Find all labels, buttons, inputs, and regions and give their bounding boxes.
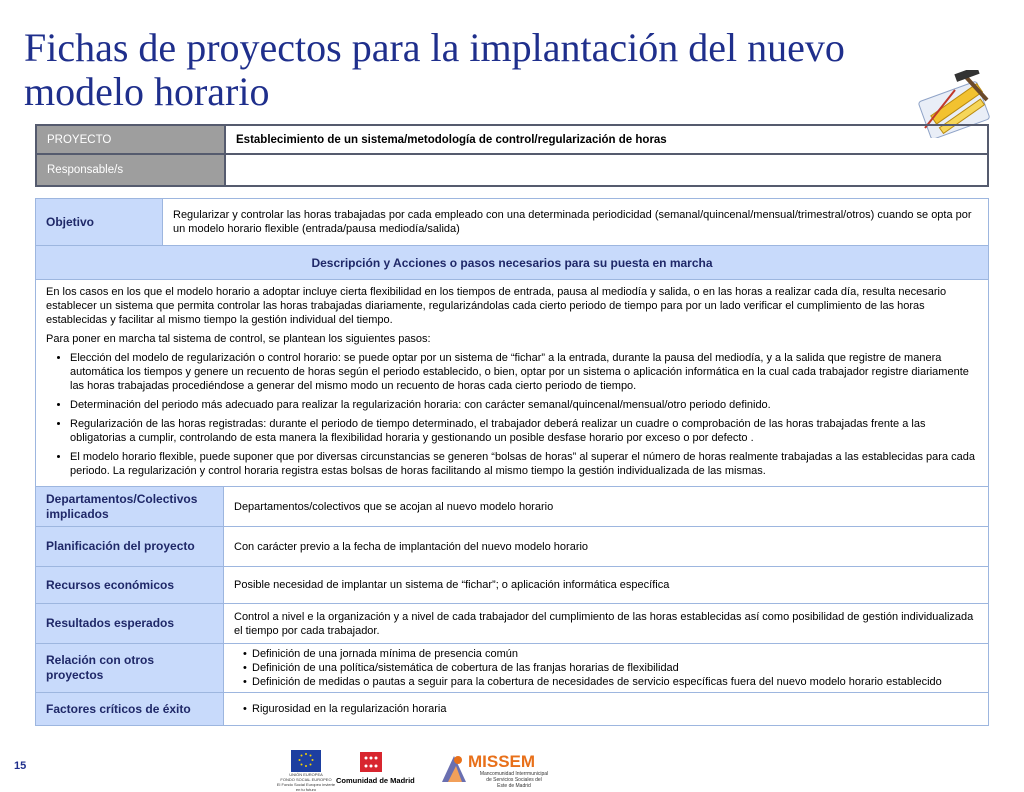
departamentos-value: Departamentos/colectivos que se acojan al nuevo modelo horario	[224, 487, 989, 527]
page-number: 15	[14, 760, 27, 772]
project-header-table	[35, 124, 989, 187]
list-item: • Definición de una política/sistemática de cobertura de las franjas horarias de flexibilidad	[243, 661, 978, 675]
planificacion-label: Planificación del proyecto	[36, 527, 224, 567]
objetivo-label: Objetivo	[36, 199, 163, 246]
step-item: • Elección del modelo de regularización o control horario: se puede optar por un sistema de “fichar” a la entrada, durante la pausa del mediodía, y a la salida que registre de manera automática los tiempos y genere un recuento de horas según el periodo establecido, o bien, optar por un sistema o aplicación informática en la cual cada trabajador registre diariamente las horas trabajadas procediéndose a generar del mismo modo un recuento de horas cada cierto periodo de tiempo.	[70, 351, 978, 393]
planificacion-value: Con carácter previo a la fecha de implantación del nuevo modelo horario	[224, 527, 989, 567]
madrid-stars-icon	[360, 752, 382, 772]
descripcion-intro: En los casos en los que el modelo horario a adoptar incluye cierta flexibilidad en los tiempos de entrada, pausa al mediodía y salida, o en las horas a realizar cada día, resulta necesario establecer un sistema que permita controlar las horas trabajadas diariamente, regularizándolas cada cierto periodo de tiempo para por un lado verificar el cumplimiento de las horas establecidas y facilitar al mismo tiempo la gestión individual del tiempo.	[46, 286, 947, 326]
step-item: • Regularización de las horas registradas: durante el periodo de tiempo determinado, el trabajador deberá realizar un cuadre o comprobación de las horas trabajadas frente a las obligatorias a cumplir, controlando de esta manera la flexibilidad horaria y gestionando un posible desfase horario por exceso o por defecto .	[70, 417, 978, 445]
eu-line: El Fondo Social Europeo invierte en tu futuro	[276, 782, 336, 792]
departamentos-label: Departamentos/Colectivos implicados	[36, 487, 224, 527]
descripcion-body	[36, 280, 989, 487]
comunidad-madrid-logo	[336, 750, 415, 791]
missem-figure-icon	[438, 752, 468, 786]
recursos-label: Recursos económicos	[36, 567, 224, 604]
responsables-value	[225, 154, 988, 186]
list-item: • Definición de medidas o pautas a seguir para la cobertura de necesidades de servicio específicas fuera del nuevo modelo horario establecido	[243, 675, 978, 689]
proyecto-value: Establecimiento de un sistema/metodología de control/regularización de horas	[225, 125, 988, 154]
missem-subtitle	[470, 771, 558, 789]
factores-label: Factores críticos de éxito	[36, 693, 224, 726]
responsables-label: Responsable/s	[36, 154, 225, 186]
descripcion-header: Descripción y Acciones o pasos necesarios para su puesta en marcha	[36, 246, 989, 280]
page-title: Fichas de proyectos para la implantación del nuevo modelo horario	[24, 25, 845, 114]
list-item: • Definición de una jornada mínima de presencia común	[243, 647, 978, 661]
factores-list	[234, 702, 978, 716]
missem-subtitle-line: de Servicios Sociales del	[486, 777, 542, 783]
project-detail-table	[35, 198, 989, 726]
cm-name: Comunidad de Madrid	[336, 776, 415, 785]
relacion-value	[224, 644, 989, 693]
step-item: • El modelo horario flexible, puede suponer que por diversas circunstancias se generen “bolsas de horas” al superar el número de horas realmente trabajadas a las establecidas para cada periodo. La regularización y control horaria registra estas bolsas de horas facilitando al mismo tiempo la gestión individualizada de las mismas.	[70, 450, 978, 478]
resultados-value: Control a nivel e la organización y a nivel de cada trabajador del cumplimiento de las horas establecidas así como posibilidad de gestión individualizada el tiempo por cada trabajador.	[224, 604, 989, 644]
eu-logo	[276, 750, 336, 791]
list-item: • Rigurosidad en la regularización horaria	[243, 702, 978, 716]
proyecto-label: PROYECTO	[36, 125, 225, 154]
relacion-list	[234, 647, 978, 689]
missem-subtitle-line: Mancomunidad Interrmunicipal	[479, 771, 549, 777]
relacion-label: Relación con otros proyectos	[36, 644, 224, 693]
descripcion-lead: Para poner en marcha tal sistema de control, se plantean los siguientes pasos:	[46, 333, 431, 345]
eu-line: UNIÓN EUROPEA	[289, 772, 323, 777]
missem-name: MISSEM	[468, 752, 536, 771]
recursos-value: Posible necesidad de implantar un sistema de “fichar”; o aplicación informática específica	[224, 567, 989, 604]
resultados-label: Resultados esperados	[36, 604, 224, 644]
missem-logo	[438, 750, 558, 791]
eu-flag-icon	[291, 750, 321, 772]
step-item: • Determinación del periodo más adecuado para realizar la regularización horaria: con carácter semanal/quincenal/mensual/otro periodo definido.	[70, 398, 978, 412]
factores-value	[224, 693, 989, 726]
objetivo-value: Regularizar y controlar las horas trabajadas por cada empleado con una determinada periodicidad (semanal/quincenal/mensual/trimestral/otros) cuando se opta por un modelo horario flexible (entrada/pausa mediodía/salida)	[163, 199, 989, 246]
missem-subtitle-line: Este de Madrid	[497, 783, 531, 789]
steps-list	[46, 351, 978, 478]
eu-line: FONDO SOCIAL EUROPEO	[280, 777, 332, 782]
